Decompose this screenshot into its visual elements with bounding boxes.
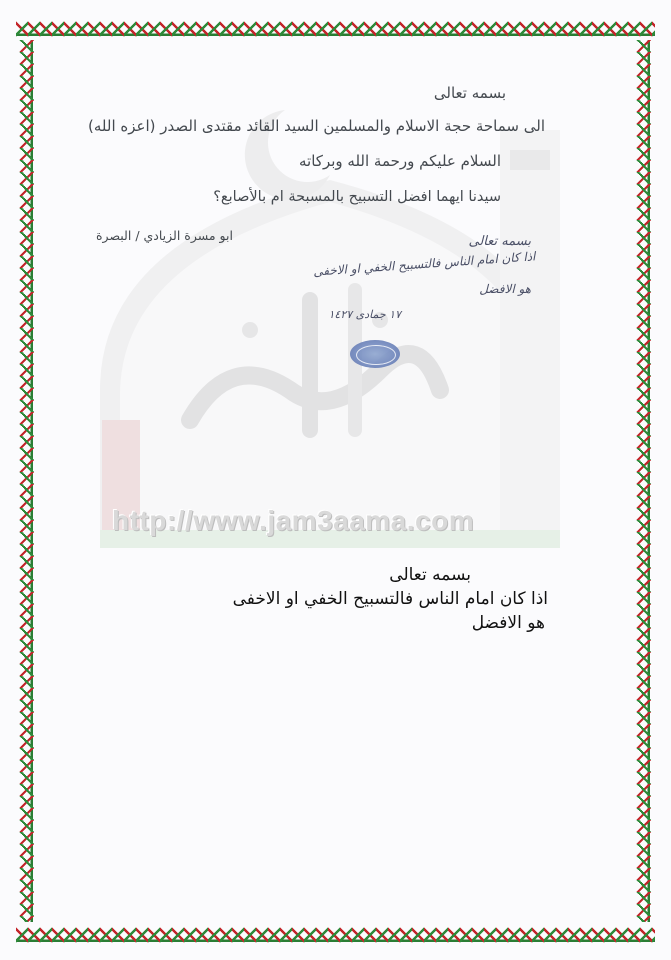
office-seal-stamp — [350, 340, 400, 368]
handwritten-line-2: اذا كان امام الناس فالتسبيح الخفي او الاخفى — [313, 249, 537, 279]
decorative-border-right — [635, 40, 653, 922]
answer-line-1: بسمه تعالى — [389, 565, 471, 585]
watermark-url: http://www.jam3aama.com — [112, 505, 475, 536]
answer-line-3: هو الافضل — [471, 613, 545, 633]
letter-question: سيدنا ايهما افضل التسبيح بالمسبحة ام بالأصابع؟ — [213, 189, 501, 205]
handwritten-line-3: هو الافضل — [479, 282, 531, 296]
decorative-border-left — [18, 40, 36, 922]
answer-line-2: اذا كان امام الناس فالتسبيح الخفي او الاخفى — [232, 589, 548, 609]
letter-salam: السلام عليكم ورحمة الله وبركاته — [299, 152, 501, 170]
decorative-border-bottom — [16, 924, 655, 946]
seal-ring — [356, 345, 396, 365]
handwritten-line-1: بسمه تعالى — [468, 234, 531, 249]
letter-sender: ابو مسرة الزيادي / البصرة — [96, 228, 233, 243]
letter-greeting: بسمه تعالى — [433, 84, 506, 102]
decorative-border-top — [16, 18, 655, 40]
letter-address: الى سماحة حجة الاسلام والمسلمين السيد القائد مقتدى الصدر (اعزه الله) — [88, 117, 545, 135]
handwritten-date: ١٧ جمادى ١٤٢٧ — [328, 308, 401, 321]
